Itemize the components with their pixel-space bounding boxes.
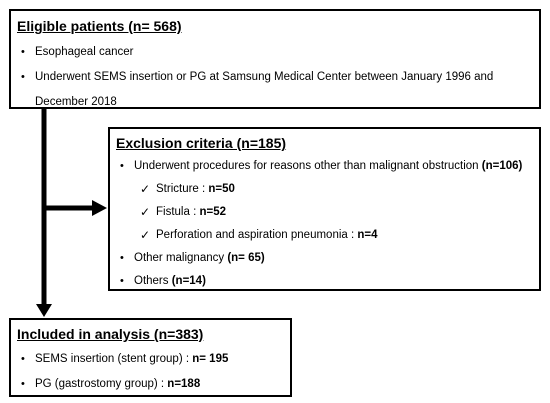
sub-list-item: ✓ Stricture : n=50	[116, 178, 533, 201]
right-arrowhead	[92, 200, 107, 216]
sub-list-item: ✓ Fistula : n=52	[116, 201, 533, 224]
eligible-patients-box	[9, 9, 541, 109]
included-analysis-box	[9, 318, 292, 397]
list-item: • PG (gastrostomy group) : n=188	[17, 372, 284, 397]
list-item: • Other malignancy (n= 65)	[116, 247, 533, 270]
list-item: • Others (n=14)	[116, 270, 533, 293]
exclusion-criteria-box	[108, 127, 541, 291]
list-item-continuation: December 2018	[35, 96, 117, 108]
sub-list-item: ✓ Perforation and aspiration pneumonia : n=4	[116, 224, 533, 247]
included-title: Included in analysis (n=383)	[17, 326, 204, 342]
exclusion-title: Exclusion criteria (n=185)	[116, 135, 287, 151]
exclusion-list	[116, 155, 533, 293]
included-list	[17, 347, 284, 397]
list-item: • Esophageal cancer	[17, 40, 533, 65]
eligible-title: Eligible patients (n= 568)	[17, 18, 182, 34]
down-arrowhead	[36, 304, 52, 317]
eligible-list	[17, 40, 533, 115]
list-item: • Underwent SEMS insertion or PG at Samsung Medical Center between January 1996 and December 2018	[17, 65, 533, 115]
list-item: • SEMS insertion (stent group) : n= 195	[17, 347, 284, 372]
list-item: • Underwent procedures for reasons other than malignant obstruction (n=106)	[116, 155, 533, 178]
